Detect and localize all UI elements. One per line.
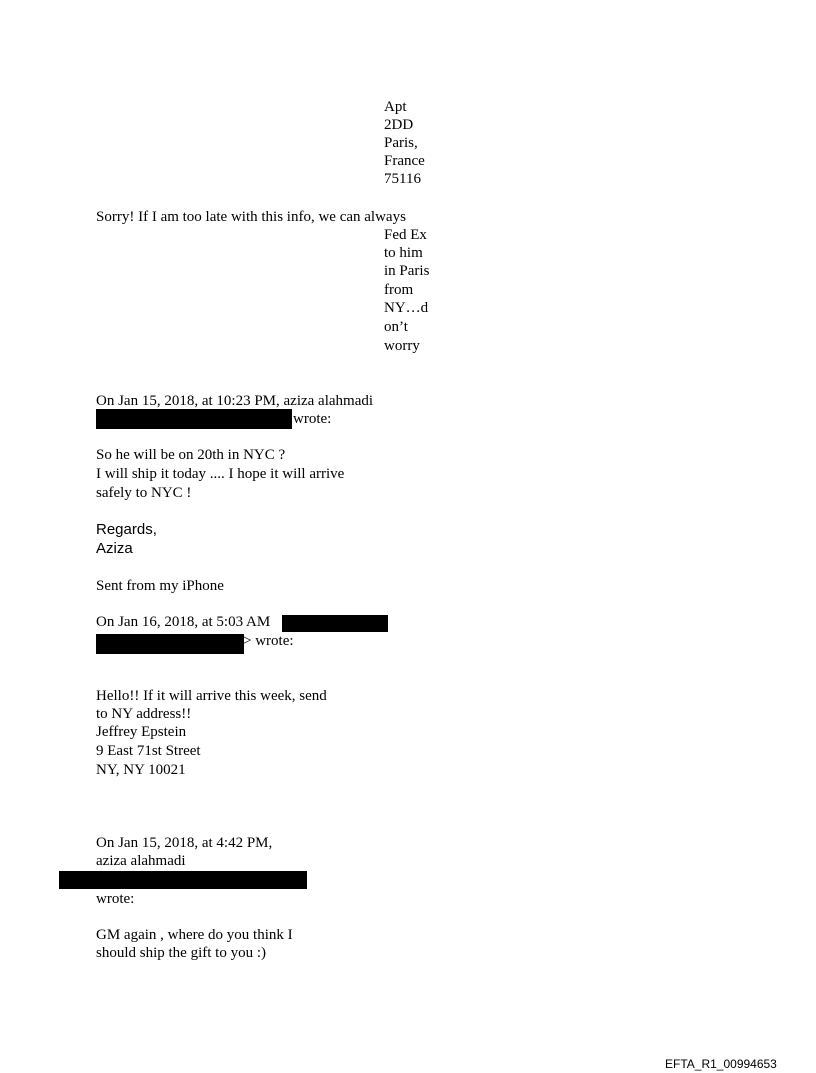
email-header-line: On Jan 15, 2018, at 4:42 PM, xyxy=(96,835,273,851)
message-line: safely to NYC ! xyxy=(96,485,192,501)
sorry-continuation: worry xyxy=(384,338,420,354)
sent-from-line: Sent from my iPhone xyxy=(96,578,224,594)
redaction-box xyxy=(282,615,388,632)
sorry-continuation: on’t xyxy=(384,319,408,335)
address-line: 2DD xyxy=(384,117,414,133)
address-line: Apt xyxy=(384,99,407,115)
message-line: should ship the gift to you :) xyxy=(96,945,266,961)
redaction-box xyxy=(96,409,292,429)
message-line: I will ship it today .... I hope it will arrive xyxy=(96,466,345,482)
signature-line: Regards, xyxy=(96,521,157,538)
signature-line: Aziza xyxy=(96,540,133,557)
message-line: Hello!! If it will arrive this week, send xyxy=(96,688,327,704)
sorry-continuation: NY…d xyxy=(384,300,429,316)
redaction-box xyxy=(59,871,307,889)
redaction-box xyxy=(96,634,244,654)
sorry-continuation: to him xyxy=(384,245,423,261)
email-header-line: On Jan 15, 2018, at 10:23 PM, aziza alahmadi xyxy=(96,393,374,409)
message-line: Jeffrey Epstein xyxy=(96,724,187,740)
email-header-wrote: > wrote: xyxy=(243,633,294,649)
email-header-line: aziza alahmadi xyxy=(96,853,186,869)
sorry-continuation: in Paris xyxy=(384,263,430,279)
message-line: GM again , where do you think I xyxy=(96,927,293,943)
document-id-footer: EFTA_R1_00994653 xyxy=(665,1057,777,1071)
message-line: to NY address!! xyxy=(96,706,192,722)
email-header-wrote: wrote: xyxy=(96,891,135,907)
message-line: So he will be on 20th in NYC ? xyxy=(96,447,286,463)
message-line: 9 East 71st Street xyxy=(96,743,201,759)
sorry-line: Sorry! If I am too late with this info, we can always xyxy=(96,209,406,225)
address-line: 75116 xyxy=(384,171,421,187)
email-header-line: On Jan 16, 2018, at 5:03 AM xyxy=(96,614,271,630)
sorry-continuation: Fed Ex xyxy=(384,227,427,243)
sorry-continuation: from xyxy=(384,282,414,298)
email-header-wrote: wrote: xyxy=(293,411,332,427)
message-line: NY, NY 10021 xyxy=(96,762,186,778)
address-line: Paris, xyxy=(384,135,418,151)
address-line: France xyxy=(384,153,425,169)
